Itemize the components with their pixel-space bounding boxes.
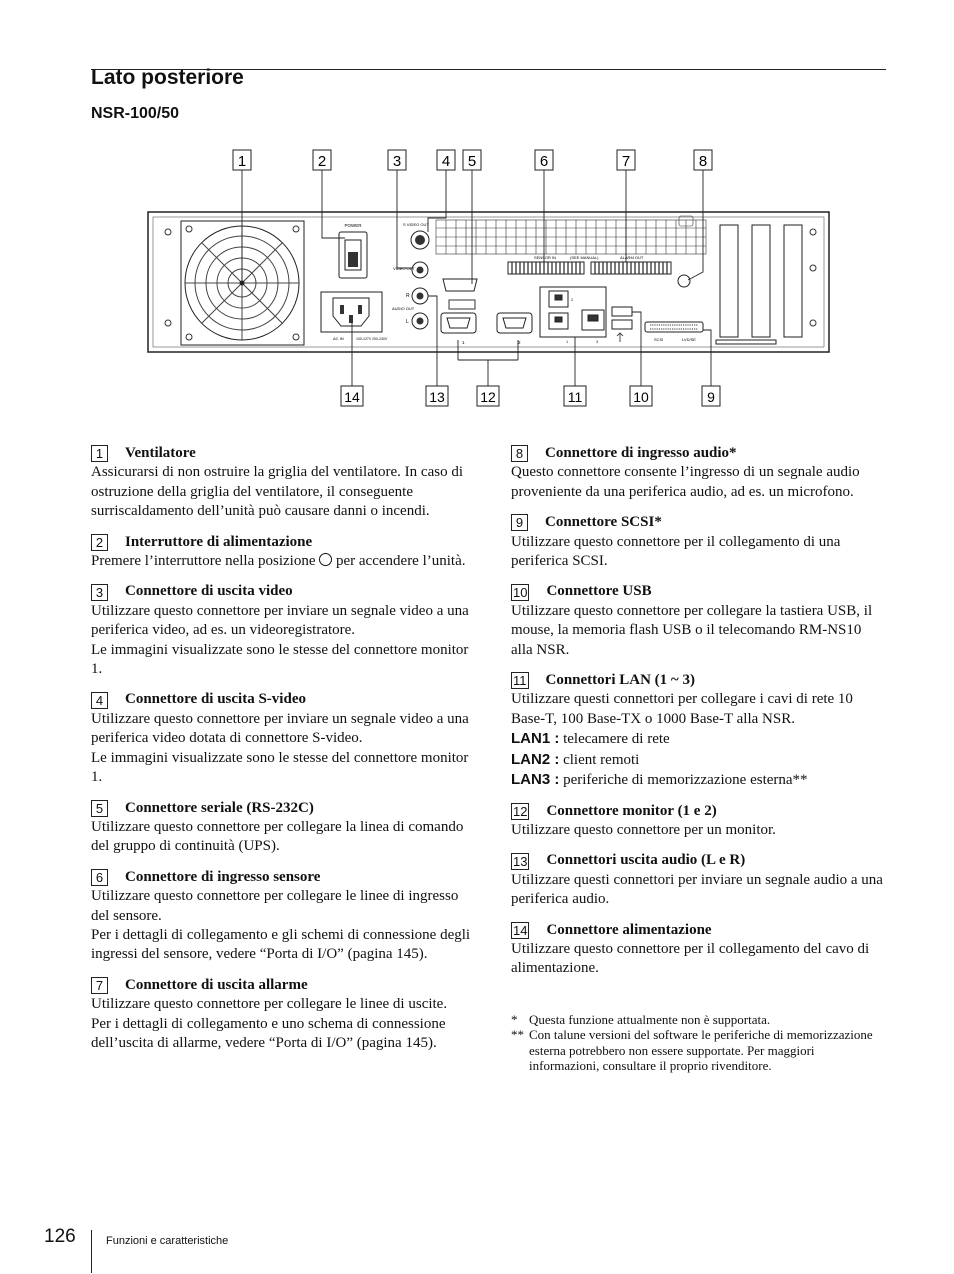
voltage-label: 100-127V 200-240V: [356, 337, 388, 341]
callout-6-label: 6: [539, 153, 549, 170]
item-title: Connettore di uscita S-video: [125, 691, 306, 708]
audio-out-label: AUDIO OUT: [392, 306, 415, 311]
item-text: Le immagini visualizzate sono le stesse del connettore monitor 1.: [91, 641, 469, 678]
footnote-text: Con talune versioni del software le periferiche di memorizzazione esterna potrebbero non essere supportate. Per maggiori informazioni, consultare il proprio rivenditore.: [529, 1027, 873, 1074]
item-text: Utilizzare questo connettore per inviare un segnale video a una periferica video, ad es. un videoregistratore.: [91, 602, 469, 639]
item-text: Utilizzare questo connettore per inviare un segnale video a una periferica video dotata di connettore S-video.: [91, 710, 469, 747]
item-7: [91, 976, 471, 1054]
model-subtitle: NSR-100/50: [91, 105, 180, 122]
item-title: Connettore monitor (1 e 2): [546, 802, 717, 819]
sensor-in-label: SENSOR IN: [534, 255, 557, 260]
item-text: Assicurarsi di non ostruire la griglia del ventilatore. In caso di ostruzione della griglia del ventilatore, il conseguente surriscaldamento dell’unità può causare danni o incendi.: [91, 464, 463, 520]
callout-3-label: 3: [392, 153, 402, 170]
footnote-mark: **: [511, 1027, 524, 1043]
item-text: Utilizzare questo connettore per collegare le linee di ingresso del sensore.: [91, 888, 459, 924]
callout-4: [437, 150, 455, 170]
callout-10: [630, 386, 652, 406]
callouts-top: [233, 150, 712, 170]
item-title: Connettore di uscita video: [125, 583, 293, 600]
item-text: Per i dettagli di collegamento e uno schema di connessione dell’uscita di allarme, vedere “Porta di I/O” (pagina 145).: [91, 1015, 446, 1051]
lan1-text: telecamere di rete: [563, 731, 670, 748]
callout-9: [702, 386, 720, 406]
callout-4-label: 4: [441, 153, 451, 170]
item-title: Connettore di ingresso audio*: [545, 445, 737, 461]
callout-8-label: 8: [698, 153, 708, 170]
item-number: 10: [513, 584, 528, 600]
callout-13: [426, 386, 448, 406]
item-number: 13: [513, 853, 528, 869]
item-1: [91, 444, 471, 522]
footnote: [511, 1012, 886, 1028]
item-number: 3: [91, 584, 108, 601]
item-3: [91, 582, 471, 679]
lan1-label: LAN1 :: [511, 730, 560, 748]
item-6: [91, 868, 471, 965]
callout-7: [617, 150, 635, 170]
footnote-mark: *: [511, 1011, 518, 1027]
rear-panel-diagram: [0, 0, 954, 430]
item-number: 12: [513, 803, 528, 819]
item-13: [511, 851, 886, 909]
footnote: [511, 1027, 886, 1074]
footer-divider: [91, 1230, 92, 1273]
item-number: 14: [513, 922, 528, 938]
callout-5: [463, 150, 481, 170]
lvd-se-label: LVD/SE: [682, 337, 696, 342]
item-title: Connettori LAN (1 ~ 3): [545, 672, 695, 689]
item-text: Le immagini visualizzate sono le stesse del connettore monitor 1.: [91, 749, 469, 786]
lan3-label: LAN3 :: [511, 771, 560, 789]
s-video-out-label: S VIDEO OUT: [403, 222, 429, 227]
item-14: [511, 921, 886, 979]
item-title: Interruttore di alimentazione: [125, 533, 313, 550]
item-text: Utilizzare questo connettore per collegare la tastiera USB, il mouse, la memoria flash USB o il telecomando RM-NS10 alla NSR.: [511, 602, 873, 658]
lan3-text: periferiche di memorizzazione esterna**: [563, 772, 808, 789]
item-number: 5: [91, 800, 108, 817]
page-title: Lato posteriore: [91, 66, 244, 89]
footnote-text: Questa funzione attualmente non è supportata.: [529, 1011, 771, 1027]
page-number: 126: [44, 1226, 76, 1247]
lan2-line: [511, 750, 886, 770]
video-out-label: VIDEO OUT: [393, 266, 416, 271]
item-number: 1: [91, 445, 108, 462]
callout-3: [388, 150, 406, 170]
callout-14-label: 14: [344, 389, 360, 405]
item-title: Connettore SCSI*: [545, 514, 662, 531]
alarm-out-label: ALARM OUT: [620, 255, 644, 260]
callout-13-label: 13: [429, 389, 445, 405]
item-title: Connettore USB: [546, 583, 652, 600]
monitor-2-label: 2: [518, 340, 521, 345]
power-label: POWER: [344, 223, 362, 228]
item-number: 4: [91, 692, 108, 709]
item-number: 2: [91, 534, 108, 551]
lan2-text: client remoti: [563, 751, 640, 768]
item-number: 6: [91, 869, 108, 886]
callout-9-label: 9: [707, 389, 715, 405]
lan1-line: [511, 729, 886, 749]
item-number: 8: [511, 445, 528, 462]
item-text: [91, 552, 471, 571]
monitor-1-label: 1: [462, 340, 465, 345]
item-12: [511, 802, 886, 841]
item-11: [511, 671, 886, 790]
item-text: Utilizzare questi connettori per collegare i cavi di rete 10 Base-T, 100 Base-TX o 1000 Base-T alla NSR.: [511, 691, 853, 727]
item-text: Utilizzare questo connettore per collegare le linee di uscite.: [91, 996, 448, 1013]
item-5: [91, 799, 471, 857]
item-10: [511, 582, 886, 660]
item-9: [511, 513, 886, 571]
callout-1: [233, 150, 251, 170]
lan-2-label: 2: [571, 297, 574, 302]
description-column-left: [91, 444, 471, 1064]
see-manual-label: (SEE MANUAL): [570, 255, 599, 260]
chassis: [148, 212, 829, 352]
item-text: Utilizzare questo connettore per collegare la linea di comando del gruppo di continuità (UPS).: [91, 818, 464, 855]
item-title: Connettori uscita audio (L e R): [546, 852, 746, 869]
item-text: Utilizzare questo connettore per un monitor.: [511, 821, 776, 838]
callout-12-label: 12: [480, 389, 496, 405]
item-title: Connettore alimentazione: [546, 921, 712, 938]
scsi-label: SCSI: [654, 337, 664, 342]
callout-6: [535, 150, 553, 170]
lan-1-label: 1: [566, 339, 569, 344]
ac-in-label: AC IN: [333, 336, 344, 341]
item-text: Utilizzare questo connettore per il collegamento del cavo di alimentazione.: [511, 940, 870, 977]
item-8: [511, 444, 886, 502]
item-text: Utilizzare questo connettore per il collegamento di una periferica SCSI.: [511, 533, 841, 570]
item-2: [91, 533, 471, 572]
callout-11-label: 11: [567, 389, 583, 405]
item-title: Connettore di ingresso sensore: [125, 868, 321, 885]
item-text-post: per accendere l’unità.: [336, 553, 466, 570]
callout-7-label: 7: [621, 153, 631, 170]
item-text: Questo connettore consente l’ingresso di un segnale audio proveniente da una periferica audio, ad es. un microfono.: [511, 464, 860, 500]
callout-2: [313, 150, 331, 170]
item-text: Per i dettagli di collegamento e gli schemi di connessione degli ingressi del sensore, vedere “Porta di I/O” (pagina 145).: [91, 926, 471, 963]
description-column-right: [511, 444, 886, 1074]
lan3-line: [511, 770, 886, 790]
item-number: 9: [511, 514, 528, 531]
audio-r-label: R: [406, 293, 410, 299]
callout-12: [477, 386, 499, 406]
callout-14: [341, 386, 363, 406]
lan2-label: LAN2 :: [511, 750, 560, 768]
audio-l-label: L: [406, 319, 409, 325]
callout-11: [564, 386, 586, 406]
callouts-bottom: [341, 386, 720, 406]
footer-section: Funzioni e caratteristiche: [106, 1235, 229, 1247]
item-text: Utilizzare questi connettori per inviare un segnale audio a una periferica audio.: [511, 871, 883, 908]
item-text-pre: Premere l’interruttore nella posizione: [91, 553, 316, 570]
callout-8: [694, 150, 712, 170]
footnotes: [511, 1012, 886, 1074]
callout-10-label: 10: [633, 389, 649, 405]
item-title: Connettore di uscita allarme: [125, 976, 308, 993]
callout-5-label: 5: [467, 153, 477, 170]
lan-3-label: 3: [596, 339, 599, 344]
item-number: 7: [91, 977, 108, 994]
callout-1-label: 1: [237, 153, 247, 170]
item-title: Ventilatore: [125, 445, 196, 461]
off-position-icon: [319, 553, 332, 566]
item-title: Connettore seriale (RS-232C): [125, 799, 314, 816]
callout-2-label: 2: [317, 153, 327, 170]
item-number: 11: [513, 673, 527, 689]
item-4: [91, 690, 471, 787]
